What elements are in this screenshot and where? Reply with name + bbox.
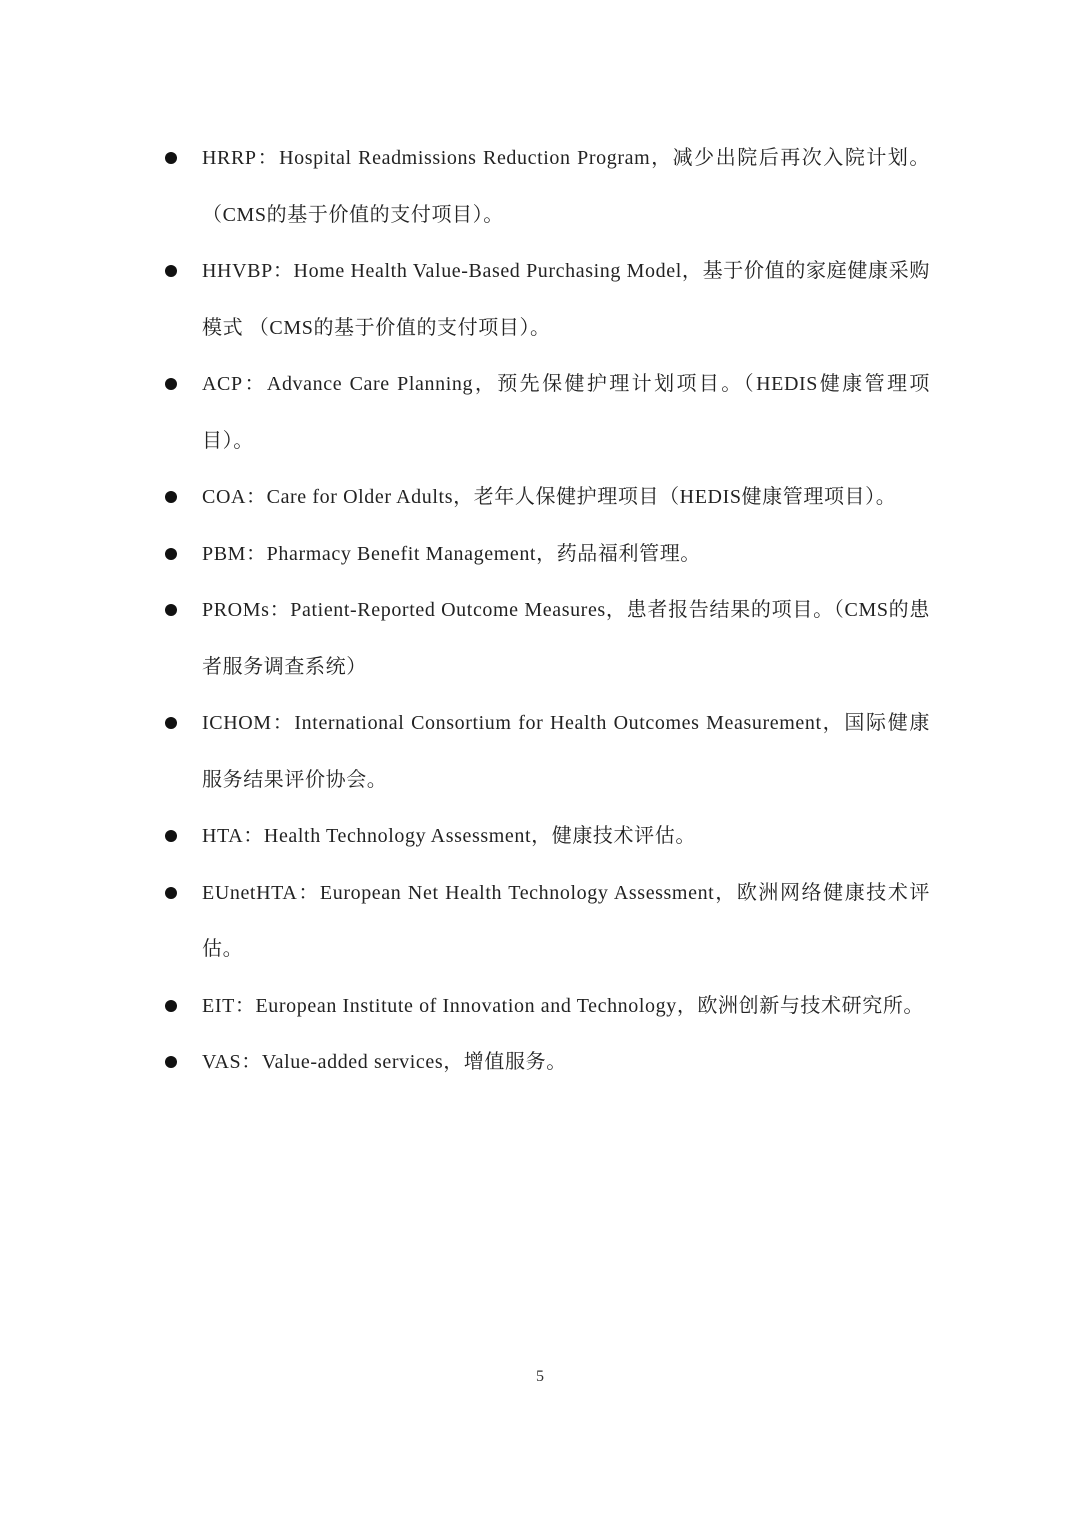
bullet-icon — [165, 1056, 177, 1068]
bullet-icon — [165, 152, 177, 164]
list-item — [160, 356, 930, 469]
bullet-icon — [165, 830, 177, 842]
list-item — [160, 243, 930, 356]
abbreviation-list — [160, 130, 930, 1091]
list-item — [160, 978, 930, 1035]
bullet-icon — [165, 548, 177, 560]
list-item-text: COA：Care for Older Adults，老年人保健护理项目（HEDIS健康管理项目）。 — [202, 486, 897, 508]
bullet-icon — [165, 1000, 177, 1012]
list-item-text: ACP：Advance Care Planning，预先保健护理计划项目。（HEDIS健康管理项目）。 — [202, 373, 930, 452]
list-item-text: HRRP：Hospital Readmissions Reduction Program，减少出院后再次入院计划。（CMS的基于价值的支付项目）。 — [202, 147, 930, 226]
bullet-icon — [165, 887, 177, 899]
list-item-text: PROMs：Patient-Reported Outcome Measures，患者报告结果的项目。（CMS的患者服务调查系统） — [202, 599, 930, 678]
bullet-icon — [165, 378, 177, 390]
list-item-text: ICHOM：International Consortium for Health Outcomes Measurement，国际健康服务结果评价协会。 — [202, 712, 930, 791]
list-item-text: PBM：Pharmacy Benefit Management，药品福利管理。 — [202, 542, 701, 565]
list-item-text: HHVBP：Home Health Value-Based Purchasing Model，基于价值的家庭健康采购模式 （CMS的基于价值的支付项目）。 — [202, 260, 930, 339]
list-item — [160, 582, 930, 695]
list-item — [160, 695, 930, 808]
list-item — [160, 526, 930, 583]
list-item-text: EUnetHTA：European Net Health Technology Assessment，欧洲网络健康技术评估。 — [202, 881, 930, 960]
bullet-icon — [165, 265, 177, 277]
list-item — [160, 1034, 930, 1091]
list-item — [160, 865, 930, 978]
list-item — [160, 469, 930, 526]
list-item-text: EIT：European Institute of Innovation and Technology，欧洲创新与技术研究所。 — [202, 994, 925, 1017]
bullet-icon — [165, 717, 177, 729]
page-number: 5 — [536, 1368, 544, 1385]
list-item-text: VAS：Value-added services，增值服务。 — [202, 1051, 567, 1073]
list-item-text: HTA：Health Technology Assessment，健康技术评估。 — [202, 825, 696, 847]
bullet-icon — [165, 491, 177, 503]
bullet-icon — [165, 604, 177, 616]
list-item — [160, 808, 930, 865]
list-item — [160, 130, 930, 243]
